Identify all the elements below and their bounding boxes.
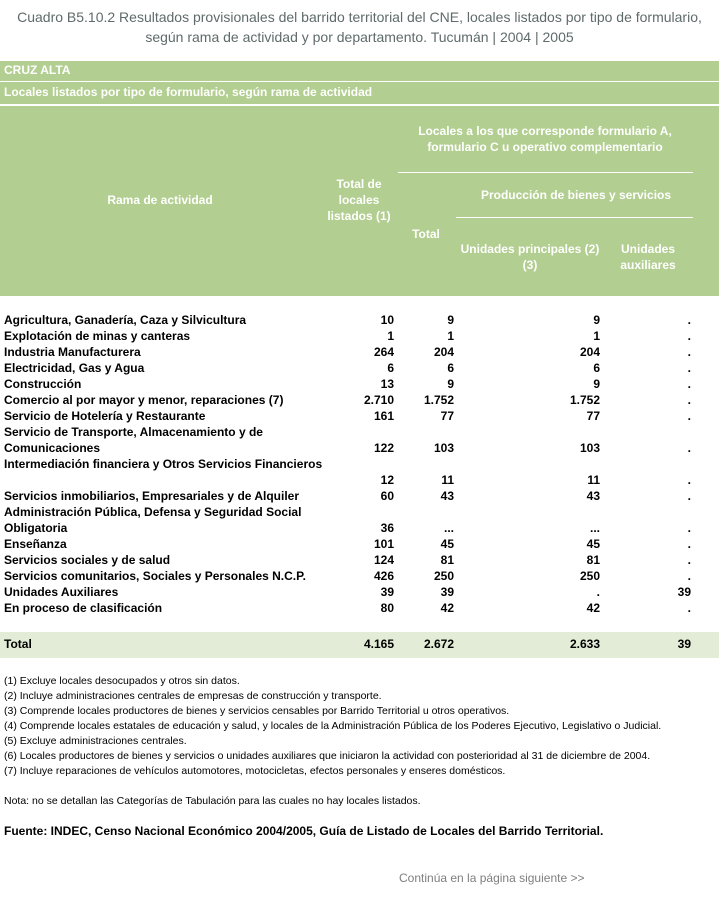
row-t: 42 [440,601,454,615]
footnote: (3) Comprende locales productores de bienes y servicios censables por Barrido Territorial u otros operativos. [4,705,510,717]
row-label: Industria Manufacturera [4,345,141,359]
row-t: 6 [447,361,454,375]
table-subtitle: Locales listados por tipo de formulario, según rama de actividad [0,81,719,105]
row-t: 81 [440,553,454,567]
table-row [0,424,719,456]
row-t: 11 [441,473,454,487]
row-total: 161 [373,409,394,423]
row-label: Servicio de Hotelería y Restaurante [4,409,206,423]
row-ua: . [687,345,691,359]
row-ua: . [687,361,691,375]
total-row [0,632,719,658]
row-label: Unidades Auxiliares [4,585,119,599]
header-unidades-principales: Unidades principales (2) (3) [460,242,600,272]
row-label: Enseñanza [4,537,67,551]
table-row [0,552,719,568]
table-title: Cuadro B5.10.2 Resultados provisionales del barrido territorial del CNE, locales listados por tipo de formulario, según rama de actividad y por departamento. Tucumán | 2004 | 2005 [17,9,702,45]
table-row [0,504,719,536]
header-total: Total [412,227,440,241]
row-up: 103 [579,441,600,455]
row-t: 43 [440,489,454,503]
row-up: 204 [579,345,600,359]
row-ua: . [687,553,691,567]
footnote: (5) Excluye administraciones centrales. [4,735,187,747]
table-header [0,106,719,296]
row-up: 9 [593,377,600,391]
row-label: Construcción [4,377,82,391]
row-ua: . [687,377,691,391]
header-divider [398,172,693,173]
header-divider-2 [456,217,693,218]
table-row [0,376,719,392]
row-total: 2.710 [363,393,394,407]
row-total: 1 [387,329,394,343]
row-up: . [596,585,600,599]
table-row [0,584,719,600]
row-t: 45 [440,537,454,551]
department-band: CRUZ ALTA [0,61,719,81]
row-label: Intermediación financiera y Otros Servicios Financieros [4,457,323,471]
row-ua: . [687,313,691,327]
row-total: 36 [380,521,394,535]
row-t: 1.752 [423,393,454,407]
table-body [0,312,719,616]
table-row [0,344,719,360]
footnotes [4,674,661,779]
table-row [0,536,719,552]
row-label: Electricidad, Gas y Agua [4,361,145,375]
row-up: 42 [586,601,600,615]
header-total-locales: Total de locales listados (1) [327,177,391,223]
table-row [0,600,719,616]
row-up: 43 [586,489,600,503]
row-ua: . [687,489,691,503]
total-ua-value: 39 [677,637,691,651]
header-unidades-auxiliares: Unidades auxiliares [620,242,676,272]
row-t: 250 [433,569,454,583]
row-label: Administración Pública, Defensa y Seguridad Social Obligatoria [4,505,302,535]
header-produccion: Producción de bienes y servicios [480,188,672,202]
row-ua: . [687,393,691,407]
footnote: (1) Excluye locales desocupados y otros sin datos. [4,675,240,687]
row-ua: . [687,537,691,551]
table-row [0,360,719,376]
row-t: 103 [433,441,454,455]
row-ua: . [687,569,691,583]
row-ua: . [687,441,691,455]
row-up: 81 [586,553,600,567]
row-ua: . [687,329,691,343]
row-total: 122 [373,441,394,455]
table-row [0,328,719,344]
row-label: Servicios inmobiliarios, Empresariales y de Alquiler [4,489,300,503]
row-up: 6 [593,361,600,375]
row-label: Comercio al por mayor y menor, reparaciones (7) [4,393,284,407]
source-line: Fuente: INDEC, Censo Nacional Económico 2004/2005, Guía de Listado de Locales del Barrido Territorial. [4,824,604,838]
row-up: 1.752 [569,393,600,407]
row-up: 45 [586,537,600,551]
row-up: 77 [586,409,600,423]
row-total: 12 [380,473,394,487]
row-up: 1 [593,329,600,343]
row-total: 426 [373,569,394,583]
footnote: (2) Incluye administraciones centrales de empresas de construcción y transporte. [4,690,382,702]
row-up: 250 [579,569,600,583]
row-total: 10 [380,313,394,327]
total-up-value: 2.633 [569,637,600,651]
row-up: ... [589,521,600,535]
table-row [0,456,719,488]
row-t: 77 [440,409,454,423]
row-t: 39 [440,585,454,599]
total-locales-value: 4.165 [363,637,394,651]
row-label: Explotación de minas y canteras [4,329,191,343]
row-up: 11 [587,473,600,487]
row-total: 13 [380,377,394,391]
table-row [0,408,719,424]
row-t: 1 [447,329,454,343]
row-ua: 39 [677,585,691,599]
row-ua: . [687,521,691,535]
row-total: 124 [373,553,394,567]
table-row [0,488,719,504]
row-label: En proceso de clasificación [4,601,163,615]
row-label: Servicio de Transporte, Almacenamiento y de Comunicaciones [4,425,263,455]
continue-link[interactable]: Continúa en la página siguiente >> [399,871,585,885]
row-t: 9 [447,313,454,327]
row-total: 264 [373,345,394,359]
header-formulario: Locales a los que corresponde formulario A, formulario C u operativo complementario [418,124,672,154]
row-label: Servicios sociales y de salud [4,553,171,567]
row-t: ... [443,521,454,535]
row-total: 39 [380,585,394,599]
row-total: 60 [380,489,394,503]
total-label: Total [4,637,32,651]
row-t: 9 [447,377,454,391]
table-row [0,568,719,584]
row-total: 80 [380,601,394,615]
row-total: 101 [373,537,394,551]
header-rama: Rama de actividad [107,193,213,207]
row-ua: . [687,601,691,615]
row-label: Agricultura, Ganadería, Caza y Silvicultura [4,313,247,327]
row-ua: . [687,409,691,423]
row-up: 9 [593,313,600,327]
footnote: (6) Locales productores de bienes y servicios o unidades auxiliares que iniciaron la actividad con posterioridad al 31 de diciembre de 2004. [4,750,651,762]
table-row [0,392,719,408]
row-label: Servicios comunitarios, Sociales y Personales N.C.P. [4,569,306,583]
note-extra: Nota: no se detallan las Categorías de Tabulación para las cuales no hay locales listados. [4,795,421,807]
footnote: (7) Incluye reparaciones de vehículos automotores, motocicletas, efectos personales y enseres domésticos. [4,765,506,777]
total-t-value: 2.672 [423,637,454,651]
row-t: 204 [433,345,454,359]
table-row [0,312,719,328]
footnote: (4) Comprende locales estatales de educación y salud, y locales de la Administración Pública de los Poderes Ejecutivo, Legislativo o Judicial. [4,720,662,732]
row-total: 6 [387,361,394,375]
row-ua: . [687,473,691,487]
